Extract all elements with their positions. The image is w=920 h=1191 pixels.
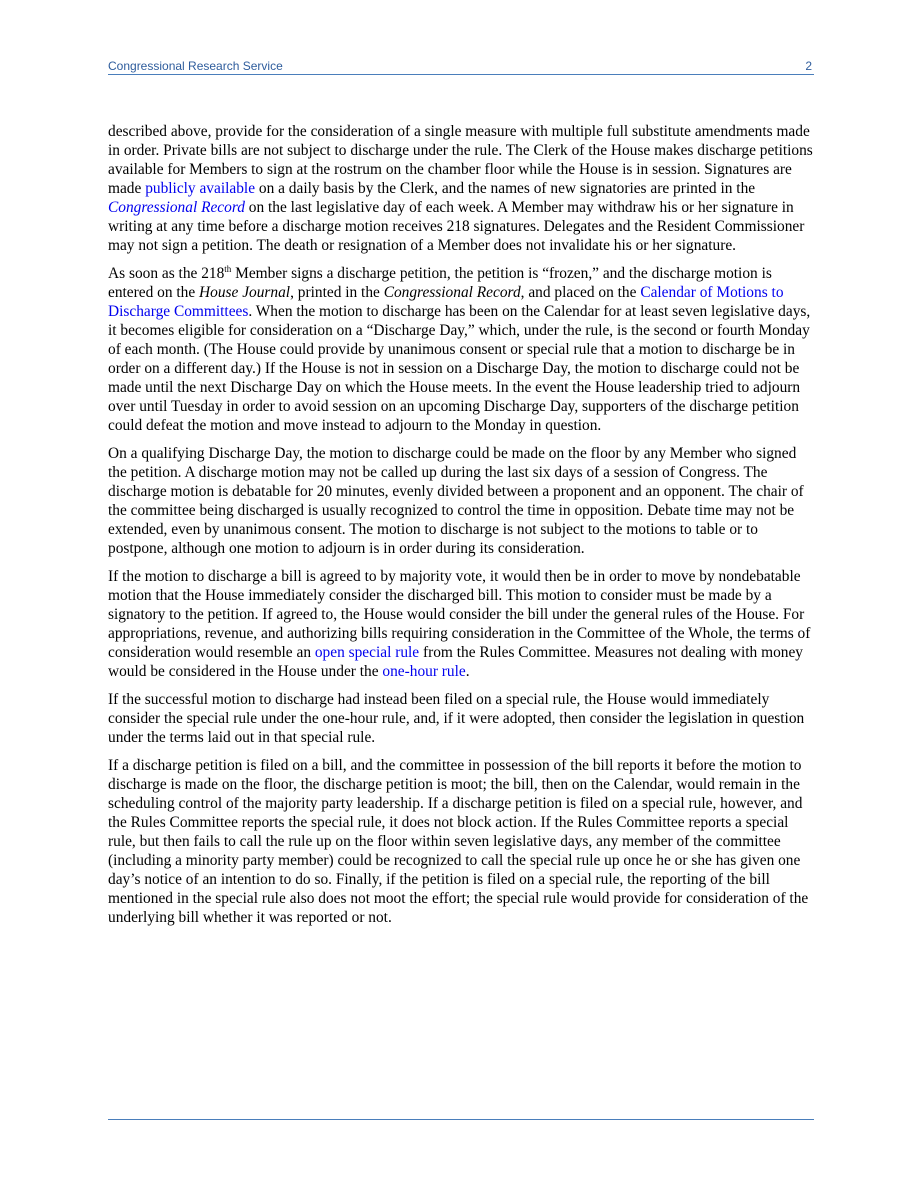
congressional-record-link[interactable]	[108, 199, 245, 216]
paragraph-1	[108, 122, 814, 255]
paragraph-2-text-e: . When the motion to discharge has been on the Calendar for at least seven legislative days, it becomes eligible for consideration on a “Discharge Day,” which, under the rule, is the second or fourth Monday of each month. (The House could provide by unanimous consent or special rule that a motion to discharge be in order on a different day.) If the House is not in session on a Discharge Day, the motion to discharge could not be made until the next Discharge Day on which the House meets. In the event the House leadership tried to adjourn over until Tuesday in order to avoid session on an upcoming Discharge Day, supporters of the discharge petition could defeat the motion and move instead to adjourn to the Monday in question.	[108, 303, 811, 434]
ordinal-suffix: th	[224, 264, 232, 274]
congressional-record-title: Congressional Record	[383, 284, 521, 301]
publicly-available-link[interactable]: publicly available	[145, 180, 256, 197]
paragraph-2-text-b: Member signs a discharge petition, the petition is “frozen,” and the discharge motion is entered on the	[108, 265, 772, 301]
paragraph-1-text-b: on a daily basis by the Clerk, and the names of new signatories are printed in the	[255, 180, 756, 197]
paragraph-4-text-a: If the motion to discharge a bill is agreed to by majority vote, it would then be in order to move by nondebatable motion that the House immediately consider the discharged bill. This motion to consider must be made by a signatory to the petition. If agreed to, the House would consider the bill under the general rules of the House. For appropriations, revenue, and authorizing bills requiring consideration in the Committee of the Whole, the terms of consideration would resemble an	[108, 568, 811, 661]
congressional-record-link-label: Congressional Record	[108, 199, 245, 216]
paragraph-2-text-d: , and placed on the	[520, 284, 641, 301]
paragraph-1-text-a: described above, provide for the consideration of a single measure with multiple full substitute amendments made in order. Private bills are not subject to discharge under the rule. The Clerk of the House makes discharge petitions available for Members to sign at the rostrum on the chamber floor while the House is in session. Signatures are made	[108, 123, 813, 197]
paragraph-6: If a discharge petition is filed on a bill, and the committee in possession of the bill reports it before the motion to discharge is made on the floor, the discharge petition is moot; the bill, then on the Calendar, would remain in the scheduling control of the majority party leadership. If a discharge petition is filed on a special rule, however, and the Rules Committee reports the special rule, it does not block action. If the Rules Committee reports a special rule, but then fails to call the rule up on the floor within seven legislative days, any member of the committee (including a minority party member) could be recognized to call the special rule up once he or she has given one day’s notice of an intention to do so. Finally, if the petition is filed on a special rule, the reporting of the bill mentioned in the special rule also does not moot the effort; the special rule would provide for consideration of the underlying bill whether it was reported or not.	[108, 757, 809, 926]
paragraph-4	[108, 567, 814, 681]
paragraph-2-text-a: As soon as the 218	[108, 265, 225, 282]
paragraph-3: On a qualifying Discharge Day, the motion to discharge could be made on the floor by any Member who signed the petition. A discharge motion may not be called up during the last six days of a session of Congress. The discharge motion is debatable for 20 minutes, evenly divided between a proponent and an opponent. The chair of the committee being discharged is usually recognized to control the time in opposition. Debate time may not be extended, even by unanimous consent. The motion to discharge is not subject to the motions to table or to postpone, although one motion to adjourn is in order during its consideration.	[108, 445, 804, 557]
calendar-of-motions-link[interactable]: Calendar of Motions to Discharge Committees	[108, 284, 784, 320]
document-body	[108, 122, 814, 936]
paragraph-4-text-c: .	[465, 663, 470, 680]
paragraph-2	[108, 264, 814, 435]
paragraph-2-text-c: , printed in the	[290, 284, 384, 301]
open-special-rule-link[interactable]: open special rule	[314, 644, 420, 661]
paragraph-1-text-c: on the last legislative day of each week. A Member may withdraw his or her signature in writing at any time before a discharge motion receives 218 signatures. Delegates and the Resident Commissioner may not sign a petition. The death or resignation of a Member does not invalidate his or her signature.	[108, 199, 805, 254]
paragraph-5: If the successful motion to discharge had instead been filed on a special rule, the House would immediately consider the special rule under the one-hour rule, and, if it were adopted, then consider the legislation in question under the terms laid out in that special rule.	[108, 691, 805, 746]
one-hour-rule-link[interactable]: one-hour rule	[382, 663, 466, 680]
header-source: Congressional Research Service	[108, 59, 283, 73]
house-journal-title: House Journal	[199, 284, 291, 301]
paragraph-4-text-b: from the Rules Committee. Measures not dealing with money would be considered in the House under the	[108, 644, 803, 680]
page-number: 2	[805, 59, 812, 73]
footer-divider	[108, 1119, 814, 1120]
page-header	[108, 58, 814, 75]
